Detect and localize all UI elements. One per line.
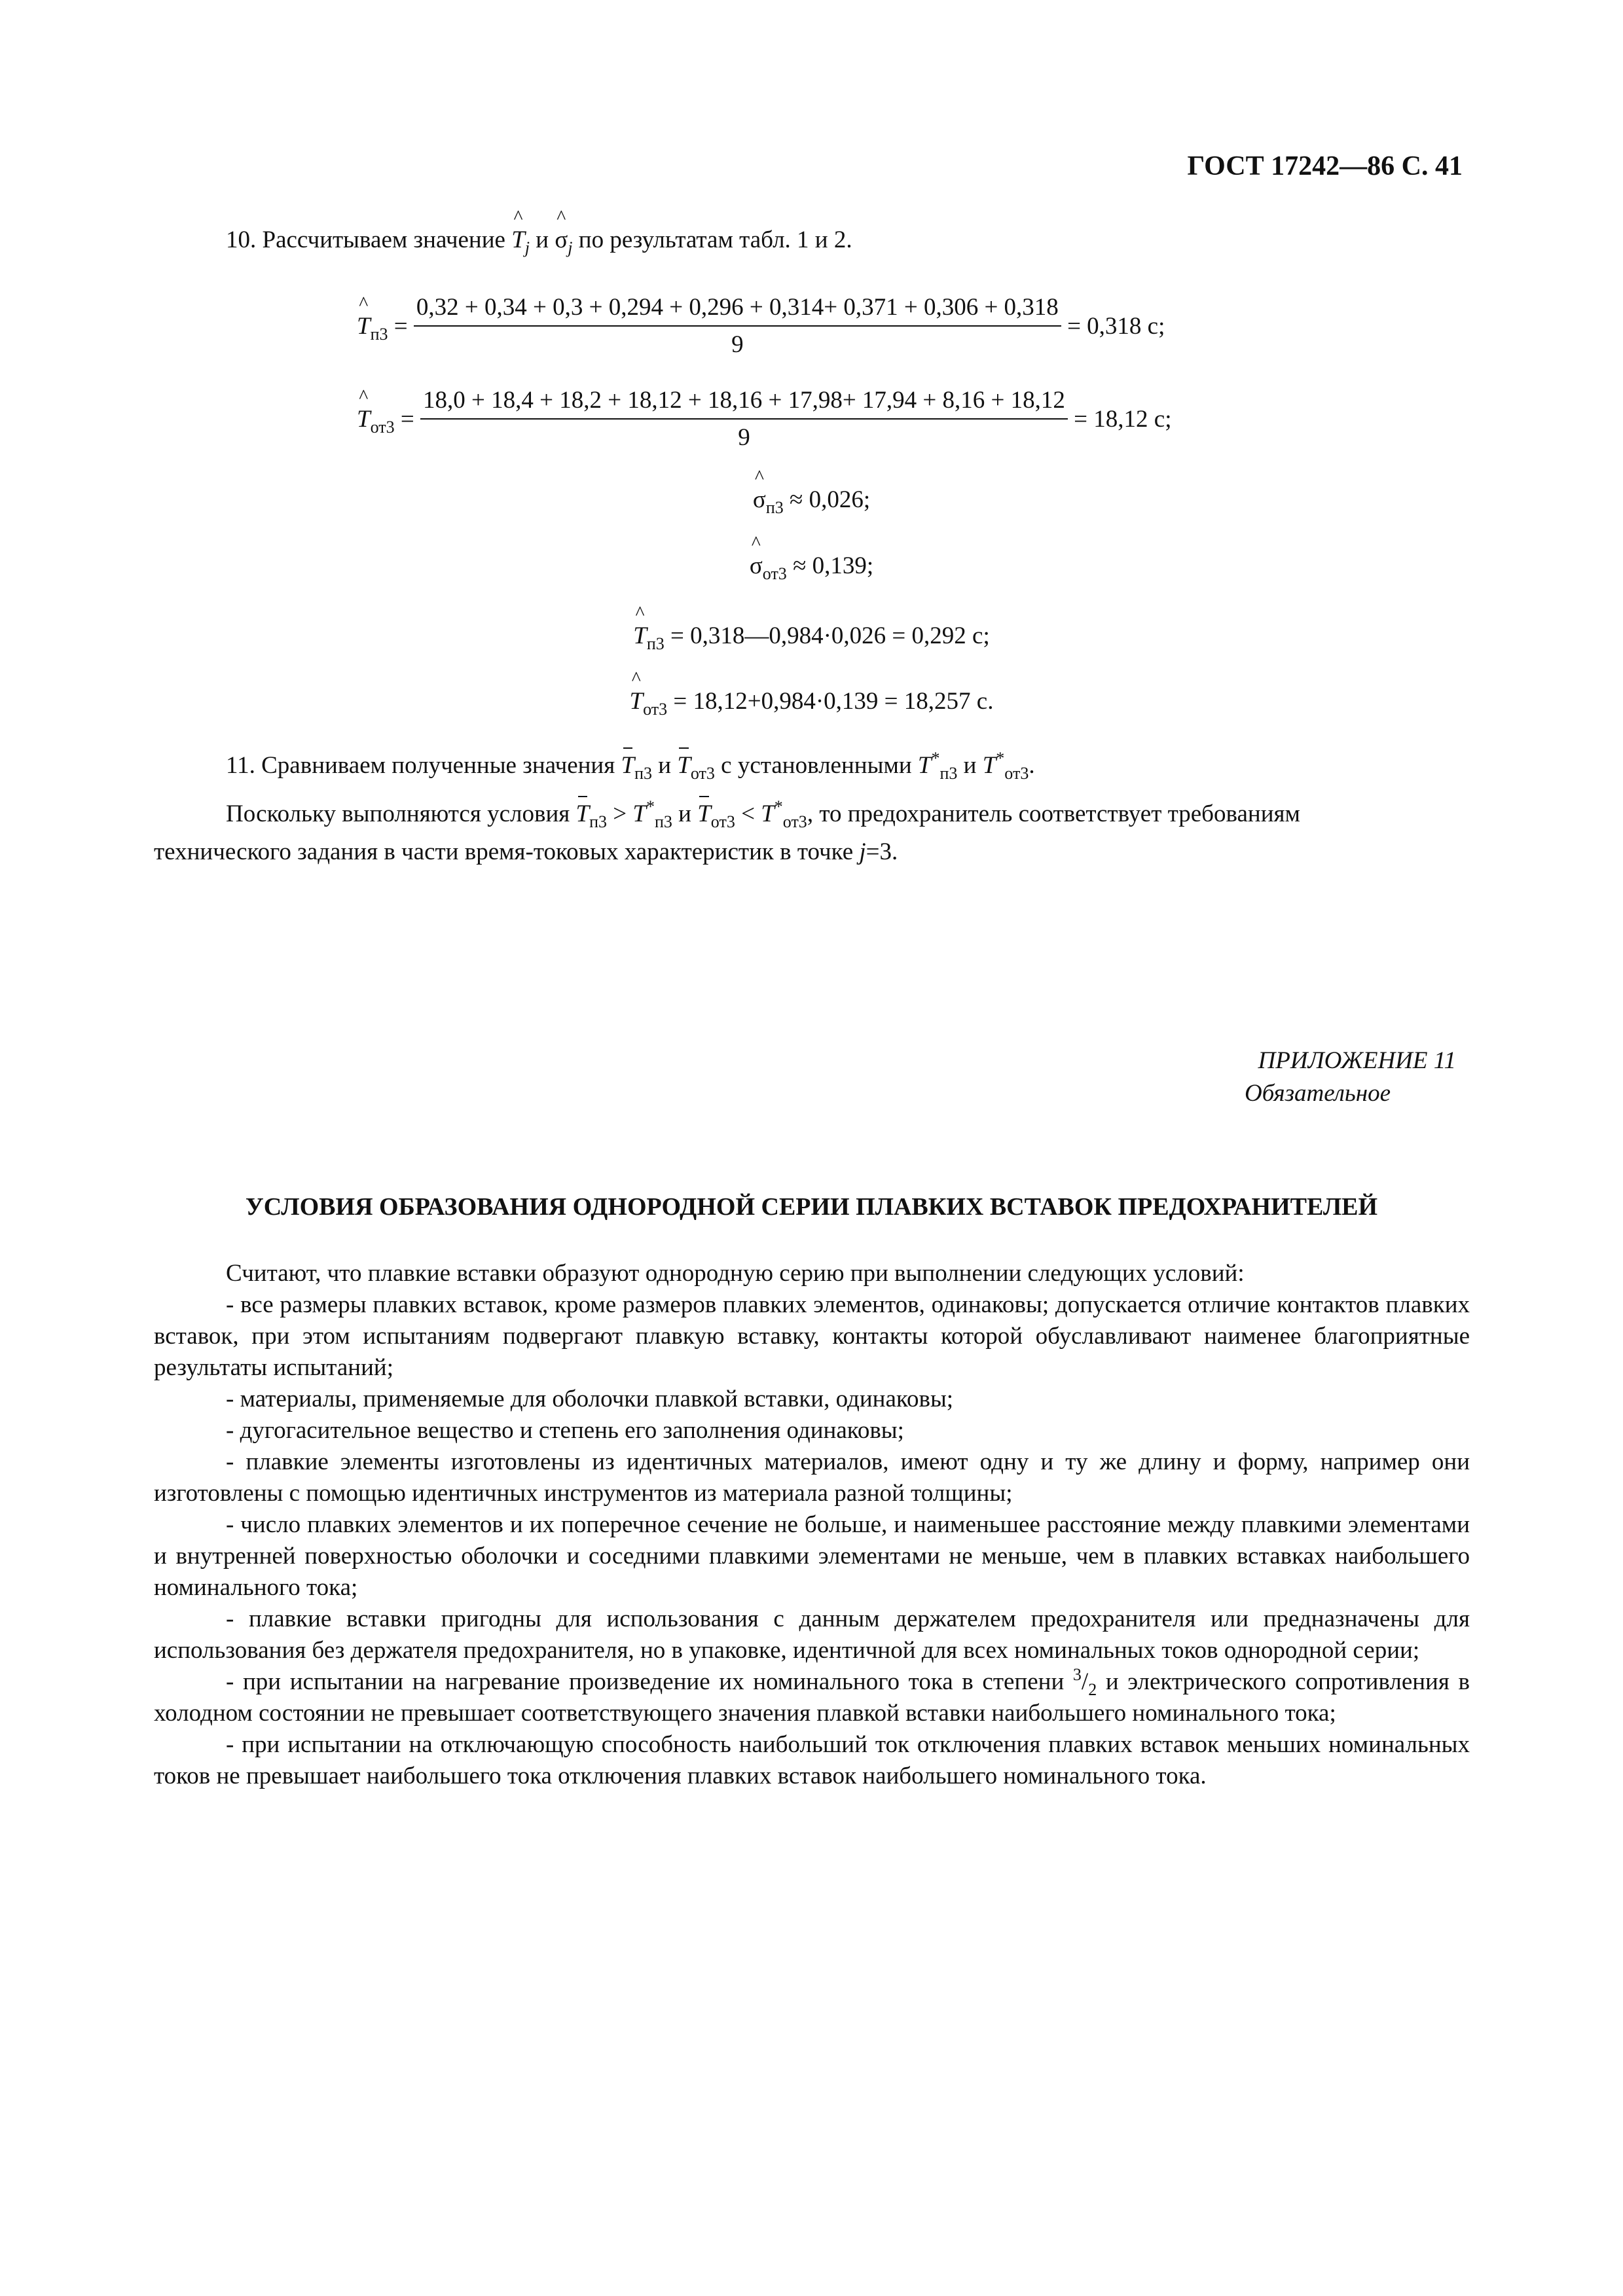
- section-title: УСЛОВИЯ ОБРАЗОВАНИЯ ОДНОРОДНОЙ СЕРИИ ПЛАВКИХ ВСТАВОК ПРЕДОХРАНИТЕЛЕЙ: [245, 1193, 1378, 1221]
- condition-item-1: - все размеры плавких вставок, кроме размеров плавких элементов, одинаковы; допускается отличие контактов плавких вставок, при этом испытаниям подвергают плавкую вставку, контакты которой обуславливают наименее благоприятные результаты испытаний;: [154, 1291, 1470, 1381]
- equation-t-upper-ot3: ^ $T_{от3} = 18,12+0,984\cdot 0,139 = 18,257$ с.: [0, 687, 1623, 715]
- page-header: [1187, 151, 1463, 182]
- condition-item-6: - плавкие вставки пригодны для использования с данным держателем предохранителя или предназначены для использования без держателя предохранителя, но в упаковке, идентичной для всех номинальных токов однородной серии;: [154, 1605, 1470, 1664]
- page-title: ГОСТ 17242—86 С. 41: [1187, 151, 1463, 181]
- equation-t-p3: ^ $T_{п3}$ = 0,32 + 0,34 + 0,3 + 0,294 + 0,296 + 0,314+ 0,371 + 0,306 + 0,318 9 = 0,318 с;: [357, 293, 1165, 359]
- appendix-body: [154, 1258, 1470, 1792]
- equation-sigma-p3: ^ $\sigma_{п3} \approx 0,026$;: [0, 486, 1623, 514]
- appendix-label: [1245, 1045, 1456, 1110]
- fraction: 18,0 + 18,4 + 18,2 + 18,12 + 18,16 + 17,98+ 17,94 + 8,16 + 18,12 9: [420, 386, 1068, 452]
- t-hat-symbol: ^ T: [511, 226, 525, 254]
- appendix-number: ПРИЛОЖЕНИЕ 11: [1258, 1047, 1456, 1074]
- step-11-text: 11. Сравниваем полученные значения $T_{п3}$ и $T_{от3}$ с установленными $T^*_{п3}$ и $T^*_{от3}$.: [226, 749, 1035, 783]
- intro-paragraph: Считают, что плавкие вставки образуют однородную серию при выполнении следующих условий:: [226, 1260, 1245, 1287]
- fraction: 0,32 + 0,34 + 0,3 + 0,294 + 0,296 + 0,314+ 0,371 + 0,306 + 0,318 9: [414, 293, 1061, 359]
- conclusion-line-1: Поскольку выполняются условия $T_{п3} > T^*_{п3}$ и $T_{от3} < T^*_{от3}$, то предохранитель соответствует требованиям: [226, 797, 1300, 831]
- equation-t-ot3: ^ $T_{от3}$ = 18,0 + 18,4 + 18,2 + 18,12 + 18,16 + 17,98+ 17,94 + 8,16 + 18,12 9 = 18,12 с;: [357, 386, 1172, 452]
- sigma-hat-symbol: ^ σ: [555, 226, 568, 254]
- equation-sigma-ot3: ^ $\sigma_{от3} \approx 0,139$;: [0, 552, 1623, 580]
- condition-item-7: - при испытании на нагревание произведение их номинального тока в степени $^3/_2$ и электрического сопротивления в холодном состоянии не превышает соответствующего значения плавкой вставки наибольшего номинального тока;: [154, 1665, 1470, 1727]
- condition-item-8: - при испытании на отключающую способность наибольший ток отключения плавких вставок меньших номинальных токов не превышает наибольшего тока отключения плавких вставок наибольшего номинального тока.: [154, 1731, 1470, 1789]
- step-10-text: 10. Рассчитываем значение ^ $T_j$ и ^ $\sigma_j$ по результатам табл. 1 и 2.: [226, 226, 852, 254]
- condition-item-3: - дугогасительное вещество и степень его заполнения одинаковы;: [226, 1417, 904, 1444]
- equation-t-lower-p3: ^ $T_{п3}$ = 0,318—0,984·0,026 = 0,292 с;: [0, 622, 1623, 650]
- appendix-status: Обязательное: [1244, 1080, 1391, 1107]
- condition-item-4: - плавкие элементы изготовлены из идентичных материалов, имеют одну и ту же длину и форму, например они изготовлены с помощью идентичных инструментов из материала разной толщины;: [154, 1448, 1470, 1507]
- condition-item-2: - материалы, применяемые для оболочки плавкой вставки, одинаковы;: [226, 1386, 954, 1412]
- condition-item-5: - число плавких элементов и их поперечное сечение не больше, и наименьшее расстояние между плавкими элементами и внутренней поверхностью оболочки и соседними плавкими элементами не меньше, чем в плавких вставках наибольшего номинального тока;: [154, 1511, 1470, 1601]
- conclusion-line-2: технического задания в части время-токовых характеристик в точке j=3.: [154, 838, 898, 865]
